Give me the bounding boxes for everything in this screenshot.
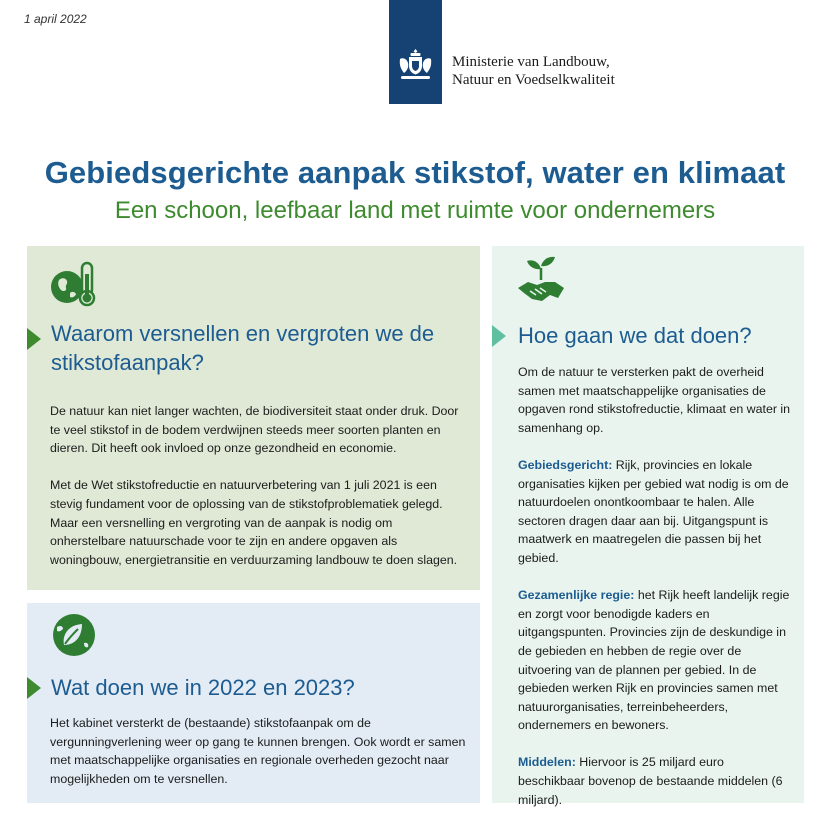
- how-item-regie-text: het Rijk heeft landelijk regie en zorgt voor benodigde kaders en uitgangspunten. Provincies zijn de deskundige in de gebieden en hebben de regie over de uitvoering van de plannen per gebied. In de gebieden werken Rijk en provincies samen met natuurorganisaties, terreinbeheerders, ondernemers en bewoners.: [518, 588, 790, 733]
- how-item-regie: [518, 586, 793, 735]
- how-body: [518, 363, 793, 828]
- globe-leaf-icon: [50, 611, 98, 664]
- how-item-gebiedsgericht: [518, 456, 793, 568]
- how-heading: Hoe gaan we dat doen?: [518, 323, 752, 348]
- why-heading-line1: Waarom versnellen en vergroten we de: [51, 321, 435, 346]
- how-item-middelen-label: Middelen:: [518, 755, 576, 770]
- section-arrow-icon: [27, 677, 41, 699]
- government-logo-bar: [389, 0, 442, 104]
- why-heading: [51, 319, 471, 377]
- why-paragraph-1: De natuur kan niet langer wachten, de biodiversiteit staat onder druk. Door te veel stikstof in de bodem verdwijnen steeds meer soorten planten en dieren. Dit heeft ook invloed op onze gezondheid en economie.: [50, 404, 459, 456]
- what-panel: [27, 603, 480, 803]
- page-subtitle: Een schoon, leefbaar land met ruimte voor ondernemers: [114, 197, 716, 224]
- globe-thermometer-icon: [50, 260, 98, 313]
- why-panel: [27, 246, 480, 590]
- why-paragraph-2: Met de Wet stikstofreductie en natuurverbetering van 1 juli 2021 is een stevig fundament voor de oplossing van de stikstofproblematiek gelegd. Maar een versnelling en vergroting van de aanpak is nodig om onherstelbare natuurschade voor te zijn en andere opgaven als woningbouw, energietransitie en verduurzaming landbouw te doen slagen.: [50, 478, 458, 567]
- how-item-gebiedsgericht-label: Gebiedsgericht:: [518, 457, 613, 472]
- how-item-middelen-text: Hiervoor is 25 miljard euro beschikbaar bovenop de bestaande middelen (6 miljard).: [518, 755, 783, 807]
- how-item-gebiedsgericht-text: Rijk, provincies en lokale organisaties kijken per gebied wat nodig is om de natuurdoelen onontkoombaar te halen. Alle sectoren dragen daar aan bij. Uitgangspunt is maatwerk en maatregelen die passen bij het gebied.: [518, 457, 789, 565]
- why-heading-line2: stikstofaanpak?: [51, 350, 204, 375]
- what-paragraph: Het kabinet versterkt de (bestaande) stikstofaanpak om de vergunningverlening weer op gang te kunnen brengen. Ook wordt er samen met maatschappelijke organisaties en regionale overheden gezocht naar mogelijkheden om te versnellen.: [50, 716, 466, 786]
- page-title: Gebiedsgerichte aanpak stikstof, water en klimaat: [44, 155, 786, 190]
- ministry-name: [452, 53, 615, 89]
- handshake-plant-icon: [516, 254, 566, 317]
- how-item-middelen: [518, 753, 793, 809]
- how-item-regie-label: Gezamenlijke regie:: [518, 588, 635, 603]
- publication-date: 1 april 2022: [24, 12, 87, 26]
- how-panel: [492, 246, 804, 807]
- why-body: [50, 402, 468, 588]
- ministry-name-line1: Ministerie van Landbouw,: [452, 54, 610, 70]
- section-arrow-icon: [492, 325, 506, 347]
- how-intro: Om de natuur te versterken pakt de overheid samen met maatschappelijke organisaties de opgaven rond stikstofreductie, klimaat en water in samenhang op.: [518, 365, 791, 435]
- royal-coat-of-arms-icon: [395, 46, 436, 86]
- what-heading: Wat doen we in 2022 en 2023?: [51, 675, 355, 700]
- section-arrow-icon: [27, 328, 41, 350]
- what-body: [50, 714, 470, 807]
- ministry-name-line2: Natuur en Voedselkwaliteit: [452, 72, 615, 88]
